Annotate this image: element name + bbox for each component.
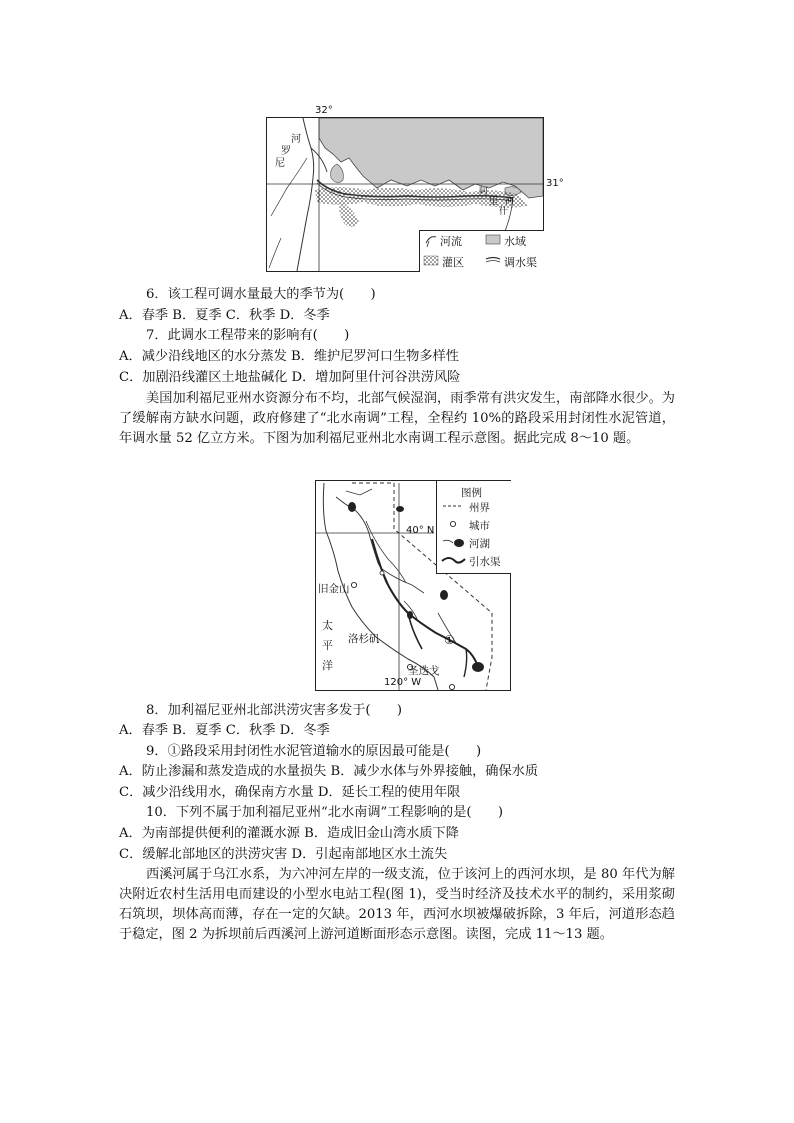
lon-120w-label: 120° W bbox=[384, 677, 422, 688]
q6-options: A．春季 B．夏季 C．秋季 D．冬季 bbox=[119, 308, 330, 323]
legend-boundary: 州界 bbox=[469, 502, 490, 514]
san-francisco-label: 旧金山 bbox=[318, 583, 350, 595]
nile-label-3: 尼 bbox=[275, 158, 285, 169]
nile-diversion-map bbox=[266, 105, 564, 272]
q9-options-2: C．减少沿线用水，确保南方水量 D．延长工程的使用年限 bbox=[119, 785, 461, 800]
q8-stem: 8．加利福尼亚州北部洪涝灾害多发于( ) bbox=[146, 703, 403, 718]
q8-options: A．春季 B．夏季 C．秋季 D．冬季 bbox=[119, 723, 330, 738]
pacific-label-1: 太 bbox=[322, 619, 333, 632]
q9-options-1: A．防止渗漏和蒸发造成的水量损失 B．减少水体与外界接触，确保水质 bbox=[119, 764, 539, 779]
arish-label-4: 什 bbox=[499, 207, 509, 217]
passage-xixi-river: 西溪河属于乌江水系，为六冲河左岸的一级支流，位于该河上的西河水坝，是 80 年代为解决附近农村生活用电而建设的小型水电站工程(图 1)，受当时经济及技术水平的制约，采用浆砌石筑坝，坝体高而薄，存在一定的欠缺。2013 年，西河水坝被爆破拆除，3 年后，河道形态趋于稳定，图 2 为拆坝前后西溪河上游河道断面形态示意图。读图，完成 11～13 题。 bbox=[119, 867, 675, 942]
legend-river: 河流 bbox=[440, 235, 462, 248]
legend-city: 城市 bbox=[469, 520, 490, 532]
q10-options-1: A．为南部提供便利的灌溉水源 B．造成旧金山湾水质下降 bbox=[119, 826, 459, 841]
q10-options-2: C．缓解北部地区的洪涝灾害 D．引起南部地区水土流失 bbox=[119, 847, 448, 862]
legend-lake: 河湖 bbox=[469, 538, 490, 550]
lat-40n-label: 40° N bbox=[406, 525, 435, 536]
pacific-label-2: 平 bbox=[322, 639, 333, 652]
legend-canal: 调水渠 bbox=[504, 256, 537, 269]
q6-stem: 6．该工程可调水量最大的季节为( ) bbox=[146, 287, 376, 302]
passage-california: 美国加利福尼亚州水资源分布不均，北部气候湿润，雨季常有洪灾发生，南部降水很少。为了缓解南方缺水问题，政府修建了“北水南调”工程，全程约 10%的路段采用封闭性水泥管道，年调水量 52 亿立方米。下图为加利福尼亚州北水南调工程示意图。据此完成 8～10 题。 bbox=[119, 391, 675, 446]
q9-stem: 9．①路段采用封闭性水泥管道输水的原因最可能是( ) bbox=[146, 744, 482, 759]
legend-canal2: 引水渠 bbox=[469, 556, 501, 568]
legend-water: 水域 bbox=[504, 235, 526, 248]
q10-stem: 10．下列不属于加利福尼亚州“北水南调”工程影响的是( ) bbox=[146, 805, 504, 820]
san-diego-label: 圣迭戈 bbox=[408, 665, 440, 677]
map2-legend bbox=[436, 481, 511, 574]
lat-31-label: 31° bbox=[546, 178, 564, 189]
arish-label-3: 河 bbox=[505, 197, 515, 207]
q7-options-1: A．减少沿线地区的水分蒸发 B．维护尼罗河口生物多样性 bbox=[119, 349, 459, 364]
nile-label-1: 河 bbox=[291, 134, 301, 145]
los-angeles-label: 洛杉矶 bbox=[348, 633, 380, 645]
california-diversion-map bbox=[315, 480, 511, 691]
nile-label-2: 罗 bbox=[281, 146, 291, 157]
map1-legend bbox=[419, 230, 544, 272]
pacific-label-3: 洋 bbox=[322, 659, 333, 672]
arish-label-1: 阿 bbox=[479, 187, 489, 197]
arish-label-2: 里 bbox=[489, 197, 499, 207]
legend-irrigation: 灌区 bbox=[442, 256, 464, 269]
q7-options-2: C．加剧沿线灌区土地盐碱化 D．增加阿里什河谷洪涝风险 bbox=[119, 370, 461, 385]
segment-1-marker: ① bbox=[444, 633, 455, 647]
lat-32-label: 32° bbox=[315, 105, 333, 116]
legend-title: 图例 bbox=[461, 487, 482, 499]
q7-stem: 7．此调水工程带来的影响有( ) bbox=[146, 328, 350, 343]
